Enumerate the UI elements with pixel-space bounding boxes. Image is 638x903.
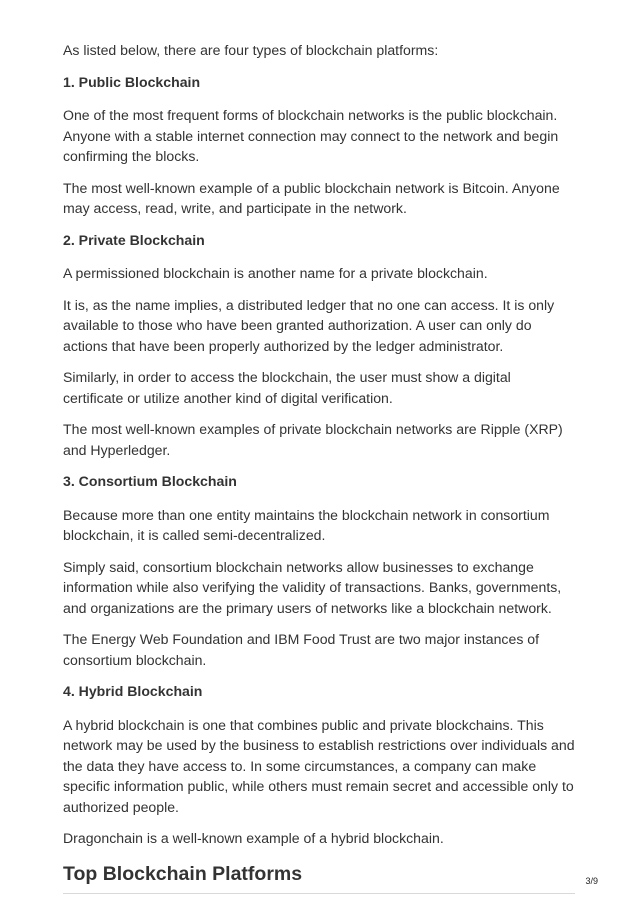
paragraph: Because more than one entity maintains the blockchain network in consortium blockchain, it is called semi-decentralized. [63, 506, 550, 543]
section-heading-public: 1. Public Blockchain [63, 73, 201, 90]
paragraph: A hybrid blockchain is one that combines public and private blockchains. This network may be used by the business to establish restrictions over individuals and the data they have access to. In some circumstances, a company can make specific information public, while others must remain secret and accessible only to authorized people. [63, 716, 575, 815]
paragraph: Simply said, consortium blockchain networks allow businesses to exchange information while also verifying the validity of transactions. Banks, governments, and organizations are the primary users of networks like a blockchain network. [63, 558, 562, 616]
paragraph: Similarly, in order to access the blockchain, the user must show a digital certificate or utilize another kind of digital verification. [63, 369, 511, 406]
paragraph: It is, as the name implies, a distributed ledger that no one can access. It is only available to those who have been granted authorization. A user can only do actions that have been properly authorized by the ledger administrator. [63, 296, 555, 354]
page-number: 3/9 [585, 876, 598, 886]
section-title-top-platforms: Top Blockchain Platforms [63, 862, 575, 894]
paragraph: The Energy Web Foundation and IBM Food Trust are two major instances of consortium blockchain. [63, 631, 540, 668]
section-heading-private: 2. Private Blockchain [63, 231, 205, 248]
section-heading-consortium: 3. Consortium Blockchain [63, 473, 237, 489]
paragraph: The most well-known example of a public blockchain network is Bitcoin. Anyone may access, read, write, and participate in the network. [63, 179, 560, 216]
paragraph: A permissioned blockchain is another name for a private blockchain. [63, 265, 488, 281]
paragraph: The most well-known examples of private blockchain networks are Ripple (XRP) and Hyperledger. [63, 421, 563, 458]
paragraph: One of the most frequent forms of blockchain networks is the public blockchain. Anyone with a stable internet connection may connect to the network and begin confirming the blocks. [63, 107, 559, 164]
document-body [63, 40, 575, 894]
paragraph: Dragonchain is a well-known example of a hybrid blockchain. [63, 830, 444, 846]
section-heading-hybrid: 4. Hybrid Blockchain [63, 683, 203, 699]
intro-paragraph: As listed below, there are four types of blockchain platforms: [63, 42, 439, 58]
